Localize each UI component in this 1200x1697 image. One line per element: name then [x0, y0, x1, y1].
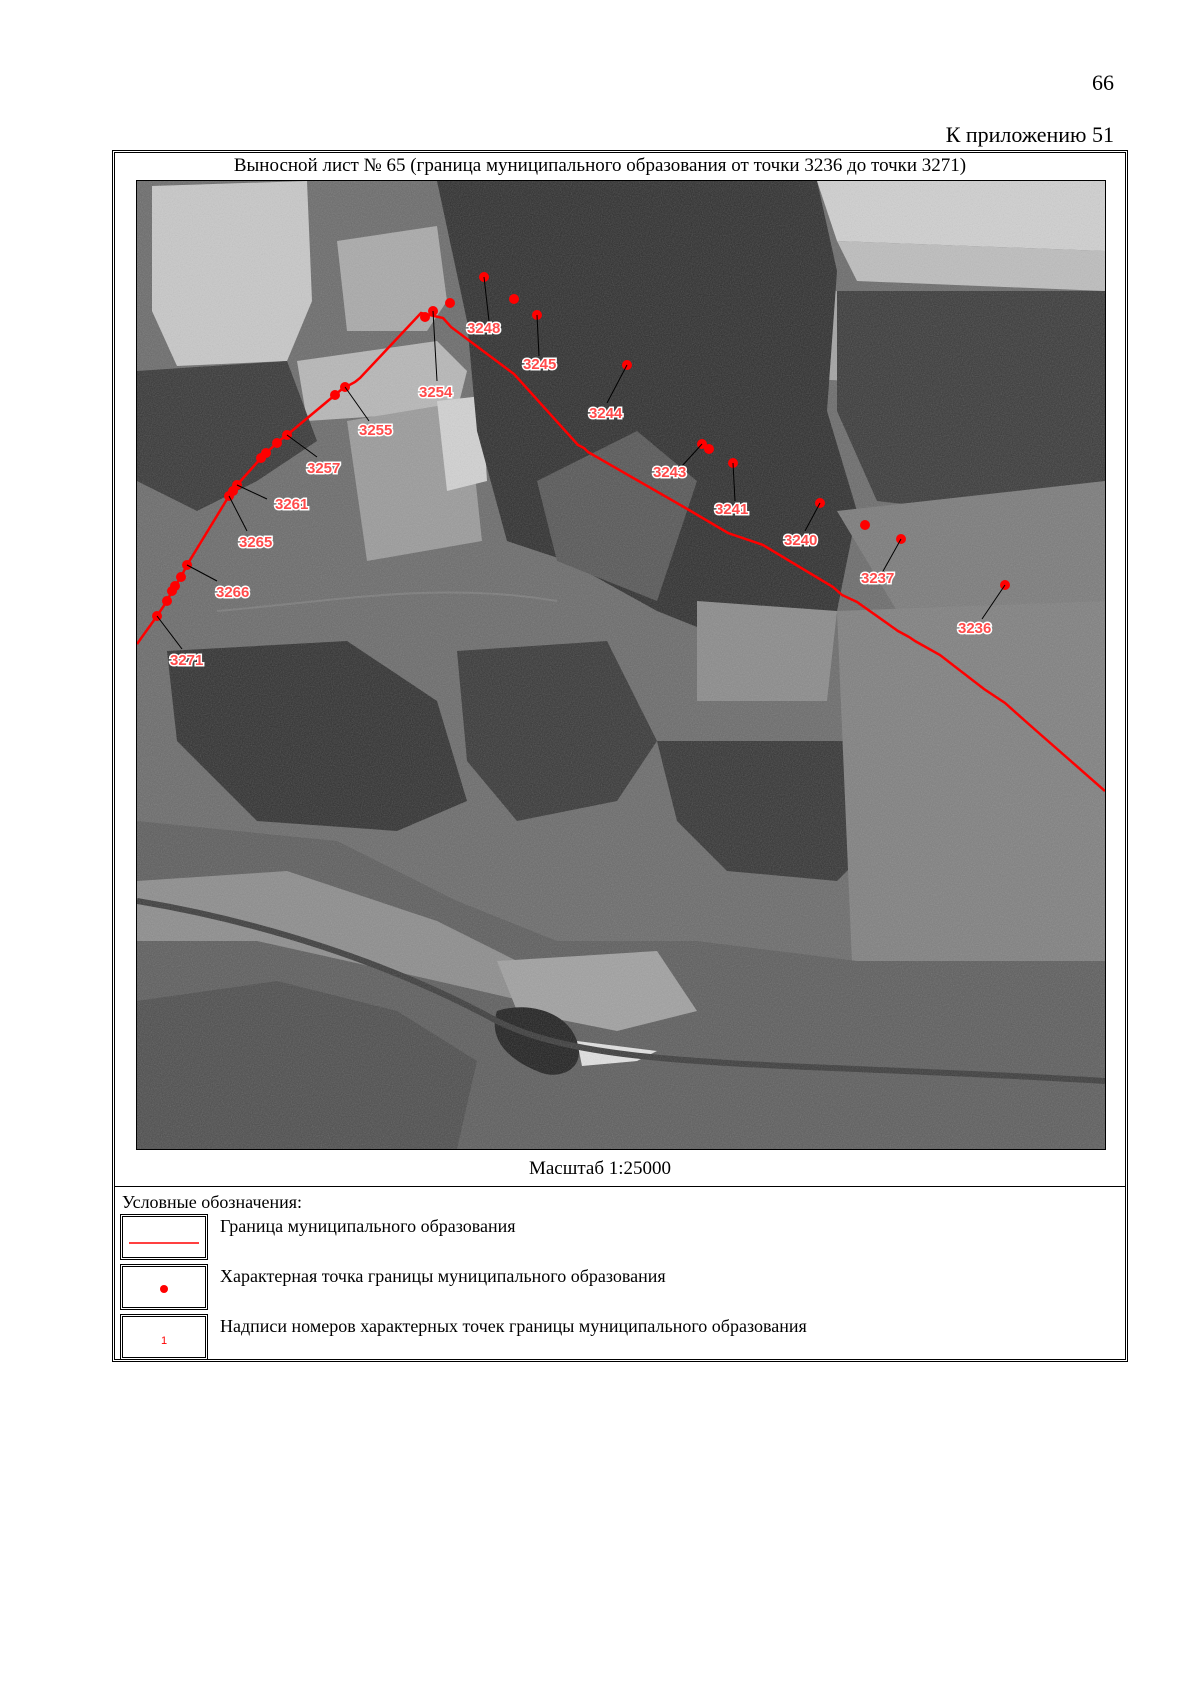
point-label-3240: 3240 — [784, 532, 818, 549]
boundary-point[interactable] — [445, 298, 455, 308]
legend-title: Условные обозначения: — [122, 1192, 303, 1212]
legend-item-point: Характерная точка границы муниципального образования — [220, 1266, 666, 1286]
legend-item-boundary: Граница муниципального образования — [220, 1216, 516, 1236]
legend-dot-symbol — [120, 1264, 208, 1310]
point-label-3241: 3241 — [715, 501, 749, 518]
boundary-point[interactable] — [420, 312, 430, 322]
terrain — [137, 181, 1105, 1149]
boundary-point[interactable] — [704, 444, 714, 454]
boundary-point[interactable] — [170, 581, 180, 591]
point-label-3237: 3237 — [861, 570, 895, 587]
legend-label-symbol — [120, 1314, 208, 1360]
point-label-3266: 3266 — [216, 584, 250, 601]
boundary-point[interactable] — [162, 596, 172, 606]
point-label-3245: 3245 — [523, 356, 557, 373]
point-label-3244: 3244 — [589, 405, 623, 422]
legend-item-label: Надписи номеров характерных точек границы муниципального образования — [220, 1316, 807, 1336]
boundary-point[interactable] — [176, 572, 186, 582]
point-label-3271: 3271 — [170, 652, 204, 669]
boundary-point[interactable] — [272, 438, 282, 448]
legend-label-sample: 1 — [160, 1335, 168, 1347]
map-scale: Масштаб 1:25000 — [528, 1158, 672, 1179]
satellite-map[interactable] — [136, 180, 1106, 1150]
point-label-3243: 3243 — [653, 464, 687, 481]
map-title: Выносной лист № 65 (граница муниципального образования от точки 3236 до точки 3271) — [233, 155, 967, 176]
point-label-3261: 3261 — [275, 496, 309, 513]
map-canvas — [137, 181, 1105, 1149]
legend-divider — [115, 1186, 1125, 1187]
appendix-caption: К приложению 51 — [945, 122, 1114, 147]
point-label-3265: 3265 — [239, 534, 273, 551]
legend-line-symbol — [120, 1214, 208, 1260]
point-label-3257: 3257 — [307, 460, 341, 477]
page-number: 66 — [1092, 70, 1114, 95]
boundary-point[interactable] — [509, 294, 519, 304]
boundary-point[interactable] — [261, 448, 271, 458]
point-label-3254: 3254 — [419, 384, 453, 401]
point-label-3236: 3236 — [958, 620, 992, 637]
boundary-point[interactable] — [330, 390, 340, 400]
point-label-3255: 3255 — [359, 422, 393, 439]
boundary-point[interactable] — [860, 520, 870, 530]
point-label-3248: 3248 — [467, 320, 501, 337]
